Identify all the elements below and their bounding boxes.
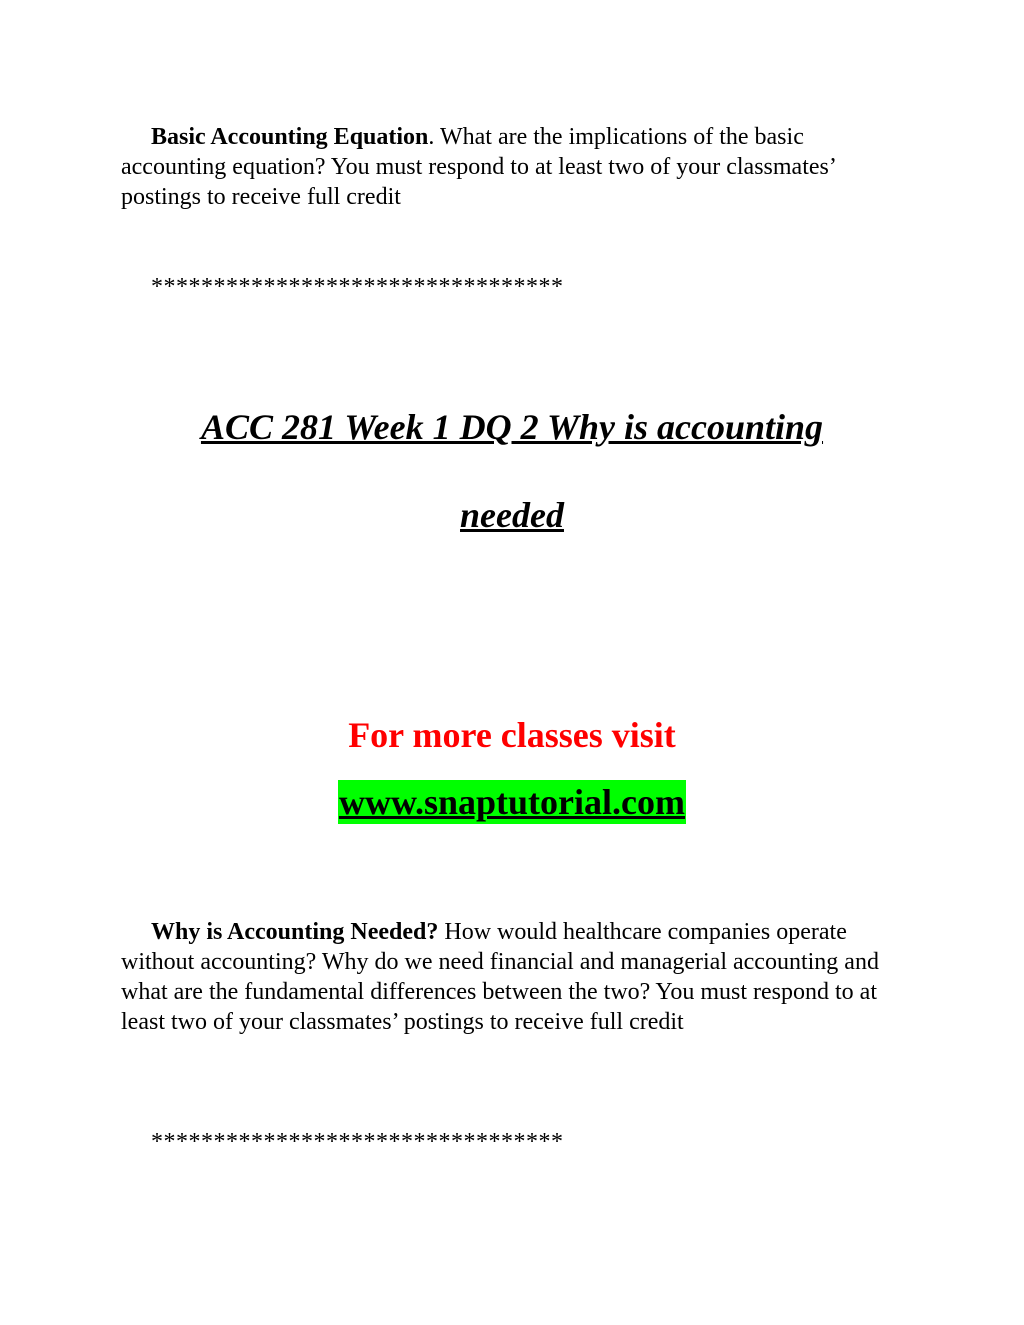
section-basic-accounting-equation — [121, 122, 911, 212]
separator: ********************************* — [151, 274, 564, 300]
section-heading: Basic Accounting Equation — [151, 124, 429, 150]
website-link[interactable]: www.snaptutorial.com — [338, 782, 685, 822]
page-title-line-2: needed — [460, 495, 564, 535]
section-why-accounting-needed — [121, 917, 911, 1037]
promo-text: For more classes visit — [348, 715, 676, 755]
section-heading: Why is Accounting Needed? — [151, 919, 439, 945]
section-body: How would healthcare companies operate without accounting? Why do we need financial and managerial accounting and what are the fundamental differences between the two? You must respond to at least two of your classmates’ postings to receive full credit — [121, 919, 879, 1035]
page-title-line-1: ACC 281 Week 1 DQ 2 Why is accounting — [200, 407, 824, 447]
promo-link-wrapper — [0, 780, 1024, 824]
separator: ********************************* — [151, 1129, 564, 1155]
section-body: . What are the implications of the basic accounting equation? You must respond to at least two of your classmates’ postings to receive full credit — [121, 124, 836, 210]
